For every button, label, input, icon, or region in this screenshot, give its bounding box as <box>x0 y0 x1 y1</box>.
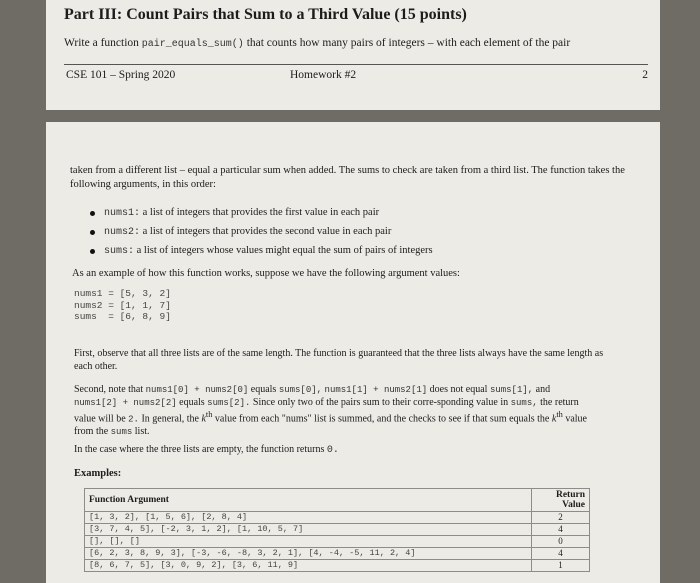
header-page-number: 2 <box>642 69 648 81</box>
table-row <box>85 536 590 548</box>
text: the return value will be <box>74 396 579 425</box>
argument-name: nums1: <box>104 208 141 219</box>
column-header-return: Return Value <box>532 489 590 512</box>
code: nums1[1] + nums2[1] <box>324 385 428 395</box>
superscript: th <box>556 410 563 419</box>
paragraph-empty-case <box>74 444 339 456</box>
list-item <box>90 206 433 225</box>
code-line: nums2 = [1, 1, 7] <box>74 299 171 311</box>
text: and <box>535 384 551 395</box>
intro-post: that counts how many pairs of integers – with each element of the pair <box>246 37 571 49</box>
return-cell: 0 <box>532 536 590 548</box>
table-header-row <box>85 489 590 512</box>
code: 2. <box>128 414 139 425</box>
argument-cell: [], [], [] <box>85 536 532 548</box>
text: list. <box>134 425 150 437</box>
table-row <box>85 548 590 560</box>
paragraph-first: First, observe that all three lists are of the same length. The function is guaranteed that the three lists always have the same length as each other. <box>74 348 604 372</box>
intro-line <box>64 37 570 50</box>
header-homework: Homework #2 <box>290 69 357 81</box>
return-cell: 1 <box>532 560 590 572</box>
text: In the case where the three lists are empty, the function returns <box>74 444 325 455</box>
argument-cell: [8, 6, 7, 5], [3, 0, 9, 2], [3, 6, 11, 9] <box>85 560 532 572</box>
part-title: Part III: Count Pairs that Sum to a Third Value (15 points) <box>64 6 467 23</box>
list-item <box>90 244 433 263</box>
argument-cell: [1, 3, 2], [1, 5, 6], [2, 8, 4] <box>85 512 532 524</box>
text: does not equal <box>429 384 488 395</box>
return-cell: 4 <box>532 548 590 560</box>
argument-description: a list of integers whose values might equal the sum of pairs of integers <box>136 245 433 256</box>
paragraph-continuation: taken from a different list – equal a particular sum when added. The sums to check are taken from a third list. The function takes the following arguments, in this order: <box>70 165 625 190</box>
return-cell: 4 <box>532 524 590 536</box>
argument-name: nums2: <box>104 227 141 238</box>
code-example <box>74 288 171 323</box>
examples-heading: Examples: <box>74 468 122 479</box>
code-line: nums1 = [5, 3, 2] <box>74 288 171 299</box>
text: Second, note that <box>74 384 144 395</box>
running-header <box>64 64 648 81</box>
list-item <box>90 225 433 244</box>
argument-list <box>90 206 433 263</box>
argument-cell: [6, 2, 3, 8, 9, 3], [-3, -6, -8, 3, 2, 1], [4, -4, -5, 11, 2, 4] <box>85 548 532 560</box>
example-intro: As an example of how this function works, suppose we have the following argument values: <box>72 268 460 279</box>
code: sums[1], <box>489 385 534 395</box>
text: value from each "nums" list is summed, and the checks to see if that sum equals the <box>214 413 550 425</box>
code-line: sums = [6, 8, 9] <box>74 311 171 322</box>
table-row <box>85 524 590 536</box>
code: sums[0], <box>278 385 323 395</box>
code: sums <box>110 426 133 437</box>
code: sums[2]. <box>207 397 251 408</box>
header-course: CSE 101 – Spring 2020 <box>66 69 176 81</box>
return-cell: 2 <box>532 512 590 524</box>
argument-cell: [3, 7, 4, 5], [-2, 3, 1, 2], [1, 10, 5, 7] <box>85 524 532 536</box>
text: value from the <box>74 413 587 437</box>
table-row <box>85 512 590 524</box>
k: k <box>551 413 557 425</box>
text: Since only two of the pairs sum to their corre-sponding value in <box>252 396 509 408</box>
k: k <box>201 413 206 425</box>
paragraph-second <box>74 384 594 438</box>
text: equals <box>179 396 205 408</box>
page-top-fragment <box>46 0 660 110</box>
text: equals <box>250 384 277 395</box>
argument-name: sums: <box>104 246 135 257</box>
examples-table <box>84 488 590 572</box>
code: sums, <box>510 397 538 408</box>
argument-description: a list of integers that provides the second value in each pair <box>142 226 392 237</box>
text: In general, the <box>141 413 199 425</box>
column-header-argument: Function Argument <box>85 489 532 512</box>
intro-pre: Write a function <box>64 37 139 49</box>
intro-function-name: pair_equals_sum() <box>141 39 244 50</box>
code: nums1[2] + nums2[2] <box>74 397 177 408</box>
code: 0. <box>326 445 339 456</box>
superscript: th <box>205 410 213 419</box>
page-main <box>46 122 660 583</box>
argument-description: a list of integers that provides the first value in each pair <box>142 207 380 218</box>
table-row <box>85 560 590 572</box>
code: nums1[0] + nums2[0] <box>145 385 249 395</box>
